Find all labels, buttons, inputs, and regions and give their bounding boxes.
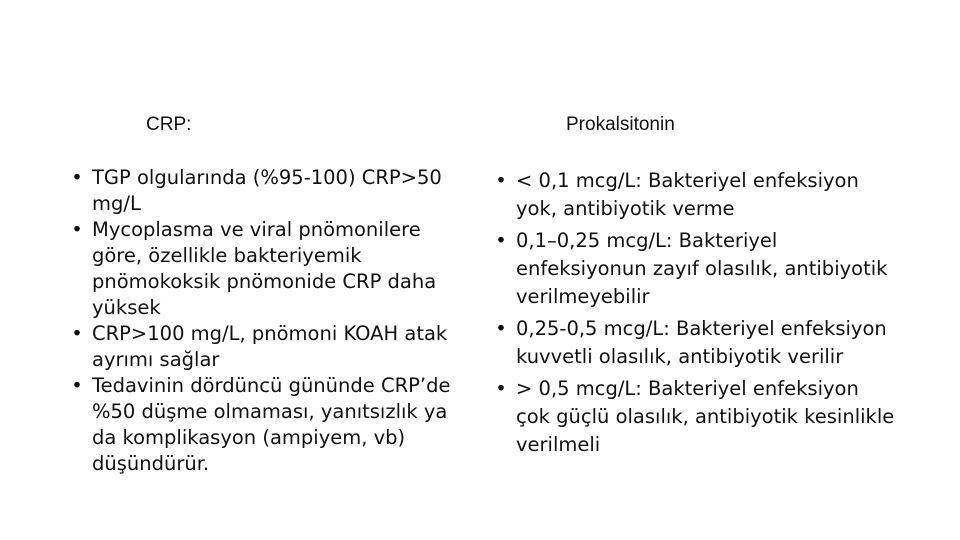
- procalcitonin-bullet-item: [494, 315, 898, 371]
- crp-bullet-text: Mycoplasma ve viral pnömonilere göre, özellikle bakteriyemik pnömokoksik pnömonide CRP daha yüksek: [92, 218, 437, 319]
- crp-heading: CRP:: [146, 114, 192, 135]
- crp-bullet-text: TGP olgularında (%95-100) CRP>50 mg/L: [92, 166, 442, 215]
- crp-bullet-text: CRP>100 mg/L, pnömoni KOAH atak ayrımı sağlar: [92, 322, 448, 371]
- crp-bullet-list: [70, 165, 470, 477]
- crp-bullet-item: [70, 165, 470, 217]
- procalcitonin-bullet-list: [494, 167, 898, 463]
- bullet-icon: •: [71, 166, 83, 189]
- crp-bullet-item: [70, 321, 470, 373]
- procalcitonin-bullet-text: 0,1–0,25 mcg/L: Bakteriyel enfeksiyonun zayıf olasılık, antibiyotik verilmeyebilir: [516, 229, 888, 308]
- bullet-icon: •: [495, 229, 507, 252]
- procalcitonin-bullet-item: [494, 227, 898, 311]
- procalcitonin-bullet-item: [494, 167, 898, 223]
- crp-bullet-item: [70, 217, 470, 321]
- procalcitonin-bullet-text: 0,25-0,5 mcg/L: Bakteriyel enfeksiyon kuvvetli olasılık, antibiyotik verilir: [516, 317, 887, 368]
- bullet-icon: •: [495, 169, 507, 192]
- bullet-icon: •: [495, 317, 507, 340]
- bullet-icon: •: [71, 322, 83, 345]
- procalcitonin-heading: Prokalsitonin: [566, 114, 675, 135]
- bullet-icon: •: [71, 374, 83, 397]
- bullet-icon: •: [495, 377, 507, 400]
- crp-bullet-text: Tedavinin dördüncü gününde CRP’de %50 düşme olmaması, yanıtsızlık ya da komplikasyon (ampiyem, vb) düşündürür.: [92, 374, 451, 475]
- procalcitonin-bullet-text: > 0,5 mcg/L: Bakteriyel enfeksiyon çok güçlü olasılık, antibiyotik kesinlikle verilmeli: [516, 377, 895, 456]
- bullet-icon: •: [71, 218, 83, 241]
- crp-bullet-item: [70, 373, 470, 477]
- procalcitonin-bullet-text: < 0,1 mcg/L: Bakteriyel enfeksiyon yok, antibiyotik verme: [516, 169, 859, 220]
- procalcitonin-bullet-item: [494, 375, 898, 459]
